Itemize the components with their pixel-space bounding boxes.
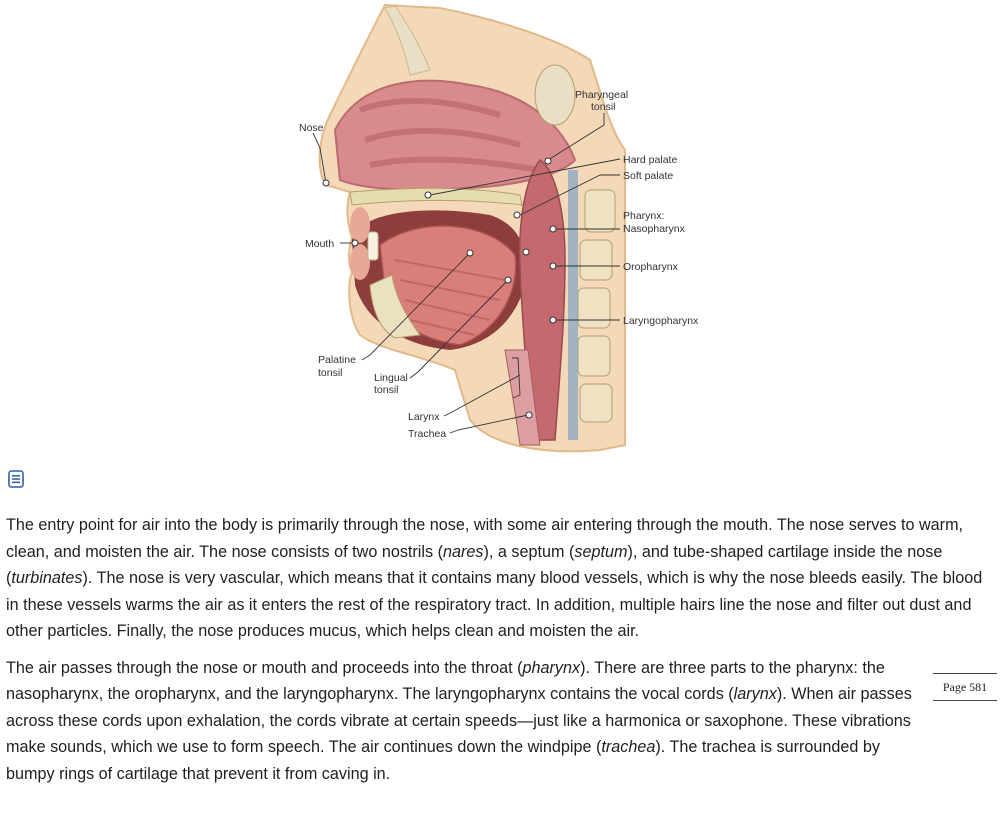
- label-pharynx: Pharynx:: [623, 210, 665, 222]
- text-run: ), a septum (: [483, 542, 575, 561]
- label-oropharynx: Oropharynx: [623, 261, 678, 273]
- text-run: ), and tube-shaped cartilage inside the nose (: [6, 542, 943, 587]
- label-palatine-tonsil-2: tonsil: [318, 367, 343, 379]
- label-trachea: Trachea: [408, 428, 447, 440]
- text-run: ). The nose is very vascular, which means that it contains many blood vessels, which is why the nose bleeds easily. The blood in these vessels warms the air as it enters the rest of the respiratory tract. In addition, multiple hairs line the nose and filter out dust and other particles. Finally, the nose produces mucus, which helps clean and moisten the air.: [6, 569, 983, 640]
- page-marker: Page 581: [933, 673, 997, 701]
- respiratory-anatomy-figure: [290, 0, 720, 460]
- label-larynx: Larynx: [408, 411, 440, 423]
- label-soft-palate: Soft palate: [623, 170, 674, 182]
- text-run: The air passes through the nose or mouth and proceeds into the throat (: [6, 658, 523, 677]
- label-nose: Nose: [299, 122, 324, 134]
- body-text: [6, 512, 996, 797]
- term-septum: septum: [574, 542, 628, 561]
- label-mouth: Mouth: [305, 238, 335, 250]
- term-larynx: larynx: [733, 685, 777, 703]
- label-pharyngeal-tonsil: Pharyngeal: [575, 89, 629, 101]
- term-trachea: trachea: [601, 738, 656, 756]
- label-lingual-tonsil: Lingual: [374, 372, 408, 384]
- text-run: ). When air passes across these cords upon exhalation, the cords vibrate at certain speeds—just like a harmonica or saxophone. These vibrations make sounds, which we use to form speech. The air continues down the windpipe (: [6, 685, 912, 756]
- label-nasopharynx: Nasopharynx: [623, 223, 685, 235]
- label-laryngopharynx: Laryngopharynx: [623, 315, 699, 327]
- text-run: ). There are three parts to the pharynx: the nasopharynx, the oropharynx, and the laryngopharynx. The laryngopharynx contains the vocal cords (: [6, 658, 885, 703]
- text-run: The entry point for air into the body is primarily through the nose, with some air entering through the mouth. The nose serves to warm, clean, and moisten the air. The nose consists of two nostrils (: [6, 516, 964, 561]
- text-run: ). The trachea is surrounded by bumpy rings of cartilage that prevent it from caving in.: [6, 738, 881, 783]
- paragraph-pharynx: [6, 655, 926, 788]
- label-hard-palate: Hard palate: [623, 154, 678, 166]
- term-pharynx: pharynx: [522, 658, 581, 677]
- document-icon[interactable]: [8, 470, 24, 488]
- term-turbinates: turbinates: [11, 569, 83, 587]
- label-lingual-tonsil-2: tonsil: [374, 384, 399, 396]
- term-nares: nares: [442, 542, 484, 561]
- label-palatine-tonsil: Palatine: [318, 354, 356, 366]
- label-pharyngeal-tonsil-2: tonsil: [591, 101, 616, 113]
- paragraph-nose: [6, 512, 996, 645]
